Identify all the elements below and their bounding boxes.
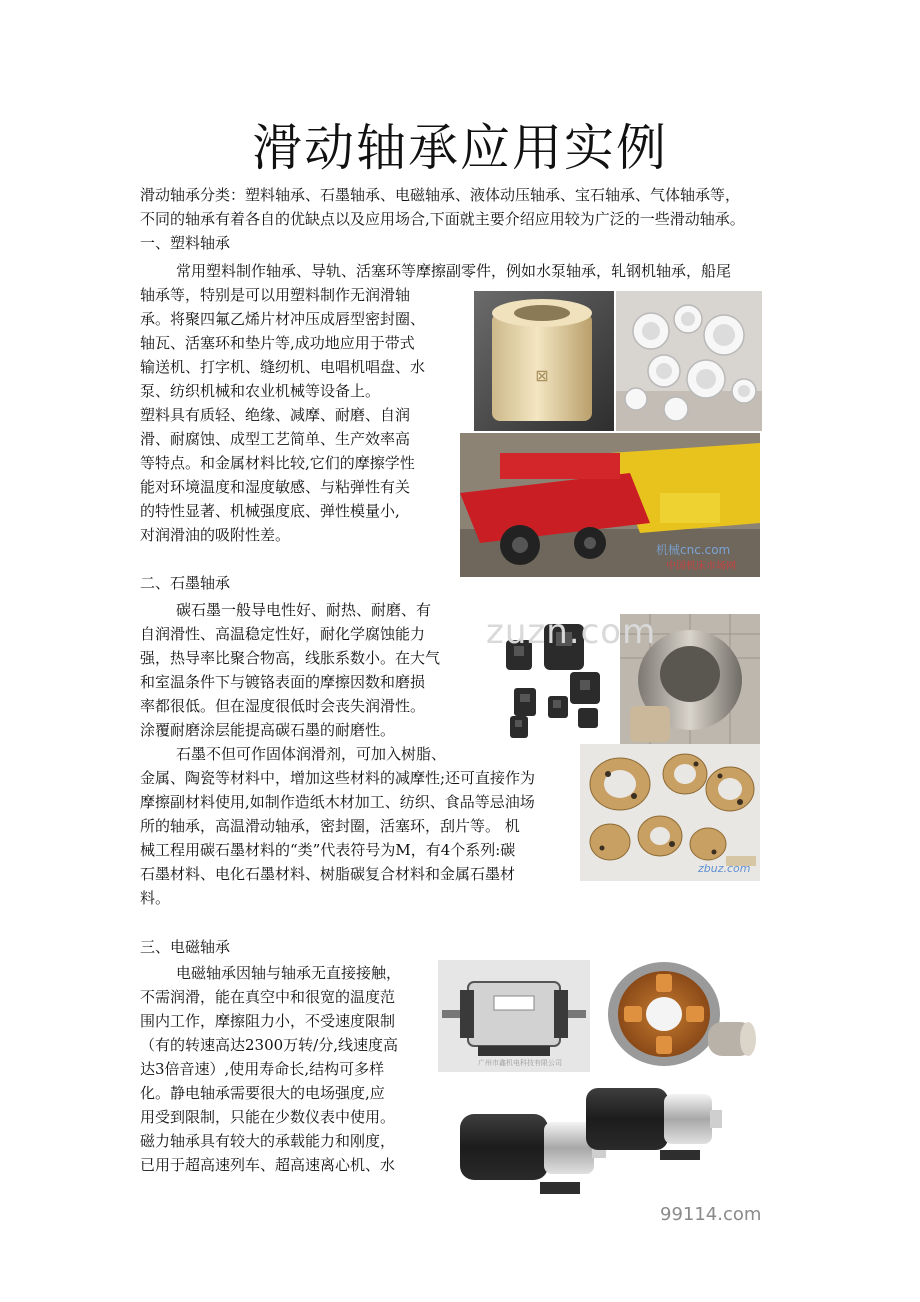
plastic-line: 轴承等，特别是可以用塑料制作无润滑轴 bbox=[140, 286, 411, 304]
plastic-line: 对润滑油的吸附性差。 bbox=[140, 526, 291, 544]
site-watermark: 99114.com bbox=[660, 1204, 762, 1225]
magnetic-motors-photo bbox=[440, 1082, 760, 1216]
section-heading-graphite: 二、石墨轴承 bbox=[140, 574, 231, 592]
oilless-bearings-photo bbox=[580, 744, 760, 881]
graphite-line: 和室温条件下与镀铬表面的摩擦因数和磨损 bbox=[140, 673, 426, 691]
magnetic-bearing-stator-photo bbox=[598, 958, 760, 1080]
page-title: 滑动轴承应用实例 bbox=[252, 119, 668, 177]
intro-line-2: 不同的轴承有着各自的优缺点以及应用场合,下面就主要介绍应用较为广泛的一些滑动轴承。 bbox=[140, 210, 745, 228]
graphite-line: 械工程用碳石墨材料的“类”代表符号为M，有4个系列:碳 bbox=[140, 841, 516, 859]
magnetic-line: 电磁轴承因轴与轴承无直接接触， bbox=[176, 964, 402, 982]
plastic-line: 常用塑料制作轴承、导轨、活塞环等摩擦副零件，例如水泵轴承，轧钢机轴承，船尾 bbox=[176, 262, 732, 280]
svg-text:⊠: ⊠ bbox=[535, 366, 549, 385]
section-heading-plastic: 一、塑料轴承 bbox=[140, 234, 231, 252]
watermark-text: 广州市鑫机电科技有限公司 bbox=[478, 1059, 562, 1067]
plastic-line: 轴瓦、活塞环和垫片等,成功地应用于带式 bbox=[140, 334, 415, 352]
watermark-text: 中国机床市场网 bbox=[666, 561, 736, 572]
plastic-bushing-photo bbox=[474, 291, 614, 431]
plastic-line: 塑料具有质轻、绝缘、减摩、耐磨、自润 bbox=[140, 406, 411, 424]
graphite-line: 强，热导率比聚合物高，线胀系数小。在大气 bbox=[140, 649, 441, 667]
graphite-line: 金属、陶瓷等材料中，增加这些材料的减摩性;还可直接作为 bbox=[140, 769, 536, 787]
watermark-text: zuzn.com bbox=[486, 612, 657, 652]
mower-machine-photo bbox=[460, 433, 760, 577]
watermark-text: zbuz.com bbox=[698, 862, 751, 875]
magnetic-line: （有的转速高达2300万转/分,线速度高 bbox=[140, 1036, 398, 1054]
ptfe-rings-photo bbox=[616, 291, 762, 431]
plastic-line: 滑、耐腐蚀、成型工艺简单、生产效率高 bbox=[140, 430, 411, 448]
graphite-line: 料。 bbox=[140, 889, 171, 907]
graphite-line: 涂覆耐磨涂层能提高碳石墨的耐磨性。 bbox=[140, 721, 396, 739]
intro-line-1: 滑动轴承分类：塑料轴承、石墨轴承、电磁轴承、液体动压轴承、宝石轴承、气体轴承等， bbox=[140, 186, 741, 204]
graphite-line: 所的轴承，高温滑动轴承，密封圈，活塞环，刮片等。 机 bbox=[140, 817, 520, 835]
graphite-line: 自润滑性、高温稳定性好，耐化学腐蚀能力 bbox=[140, 625, 426, 643]
graphite-line: 率都很低。但在湿度很低时会丧失润滑性。 bbox=[140, 697, 426, 715]
magnetic-line: 围内工作，摩擦阻力小，不受速度限制 bbox=[140, 1012, 396, 1030]
plastic-line: 泵、纺织机械和农业机械等设备上。 bbox=[140, 382, 381, 400]
graphite-line: 摩擦副材料使用,如制作造纸木材加工、纺织、食品等忌油场 bbox=[140, 793, 535, 811]
watermark-text: 机械cnc.com bbox=[656, 543, 731, 557]
plastic-line: 输送机、打字机、缝纫机、电唱机唱盘、水 bbox=[140, 358, 426, 376]
graphite-line: 石墨材料、电化石墨材料、树脂碳复合材料和金属石墨材 bbox=[140, 865, 516, 883]
magnetic-line: 不需润滑，能在真空中和很宽的温度范 bbox=[140, 988, 396, 1006]
electromagnetic-clutch-photo bbox=[438, 960, 590, 1072]
magnetic-line: 磁力轴承具有较大的承载能力和刚度， bbox=[140, 1132, 396, 1150]
magnetic-line: 达3倍音速）,使用寿命长,结构可多样 bbox=[140, 1060, 385, 1078]
graphite-line: 碳石墨一般导电性好、耐热、耐磨、有 bbox=[176, 601, 432, 619]
plastic-line: 承。将聚四氟乙烯片材冲压成唇型密封圈、 bbox=[140, 310, 426, 328]
magnetic-line: 化。静电轴承需要很大的电场强度,应 bbox=[140, 1084, 385, 1102]
magnetic-line: 已用于超高速列车、超高速离心机、水 bbox=[140, 1156, 396, 1174]
plastic-line: 能对环境温度和湿度敏感、与粘弹性有关 bbox=[140, 478, 411, 496]
plastic-line: 的特性显著、机械强度底、弹性模量小, bbox=[140, 502, 400, 520]
graphite-line: 石墨不但可作固体润滑剂，可加入树脂、 bbox=[176, 745, 447, 763]
magnetic-line: 用受到限制，只能在少数仪表中使用。 bbox=[140, 1108, 396, 1126]
plastic-line: 等特点。和金属材料比较,它们的摩擦学性 bbox=[140, 454, 415, 472]
section-heading-magnetic: 三、电磁轴承 bbox=[140, 938, 231, 956]
